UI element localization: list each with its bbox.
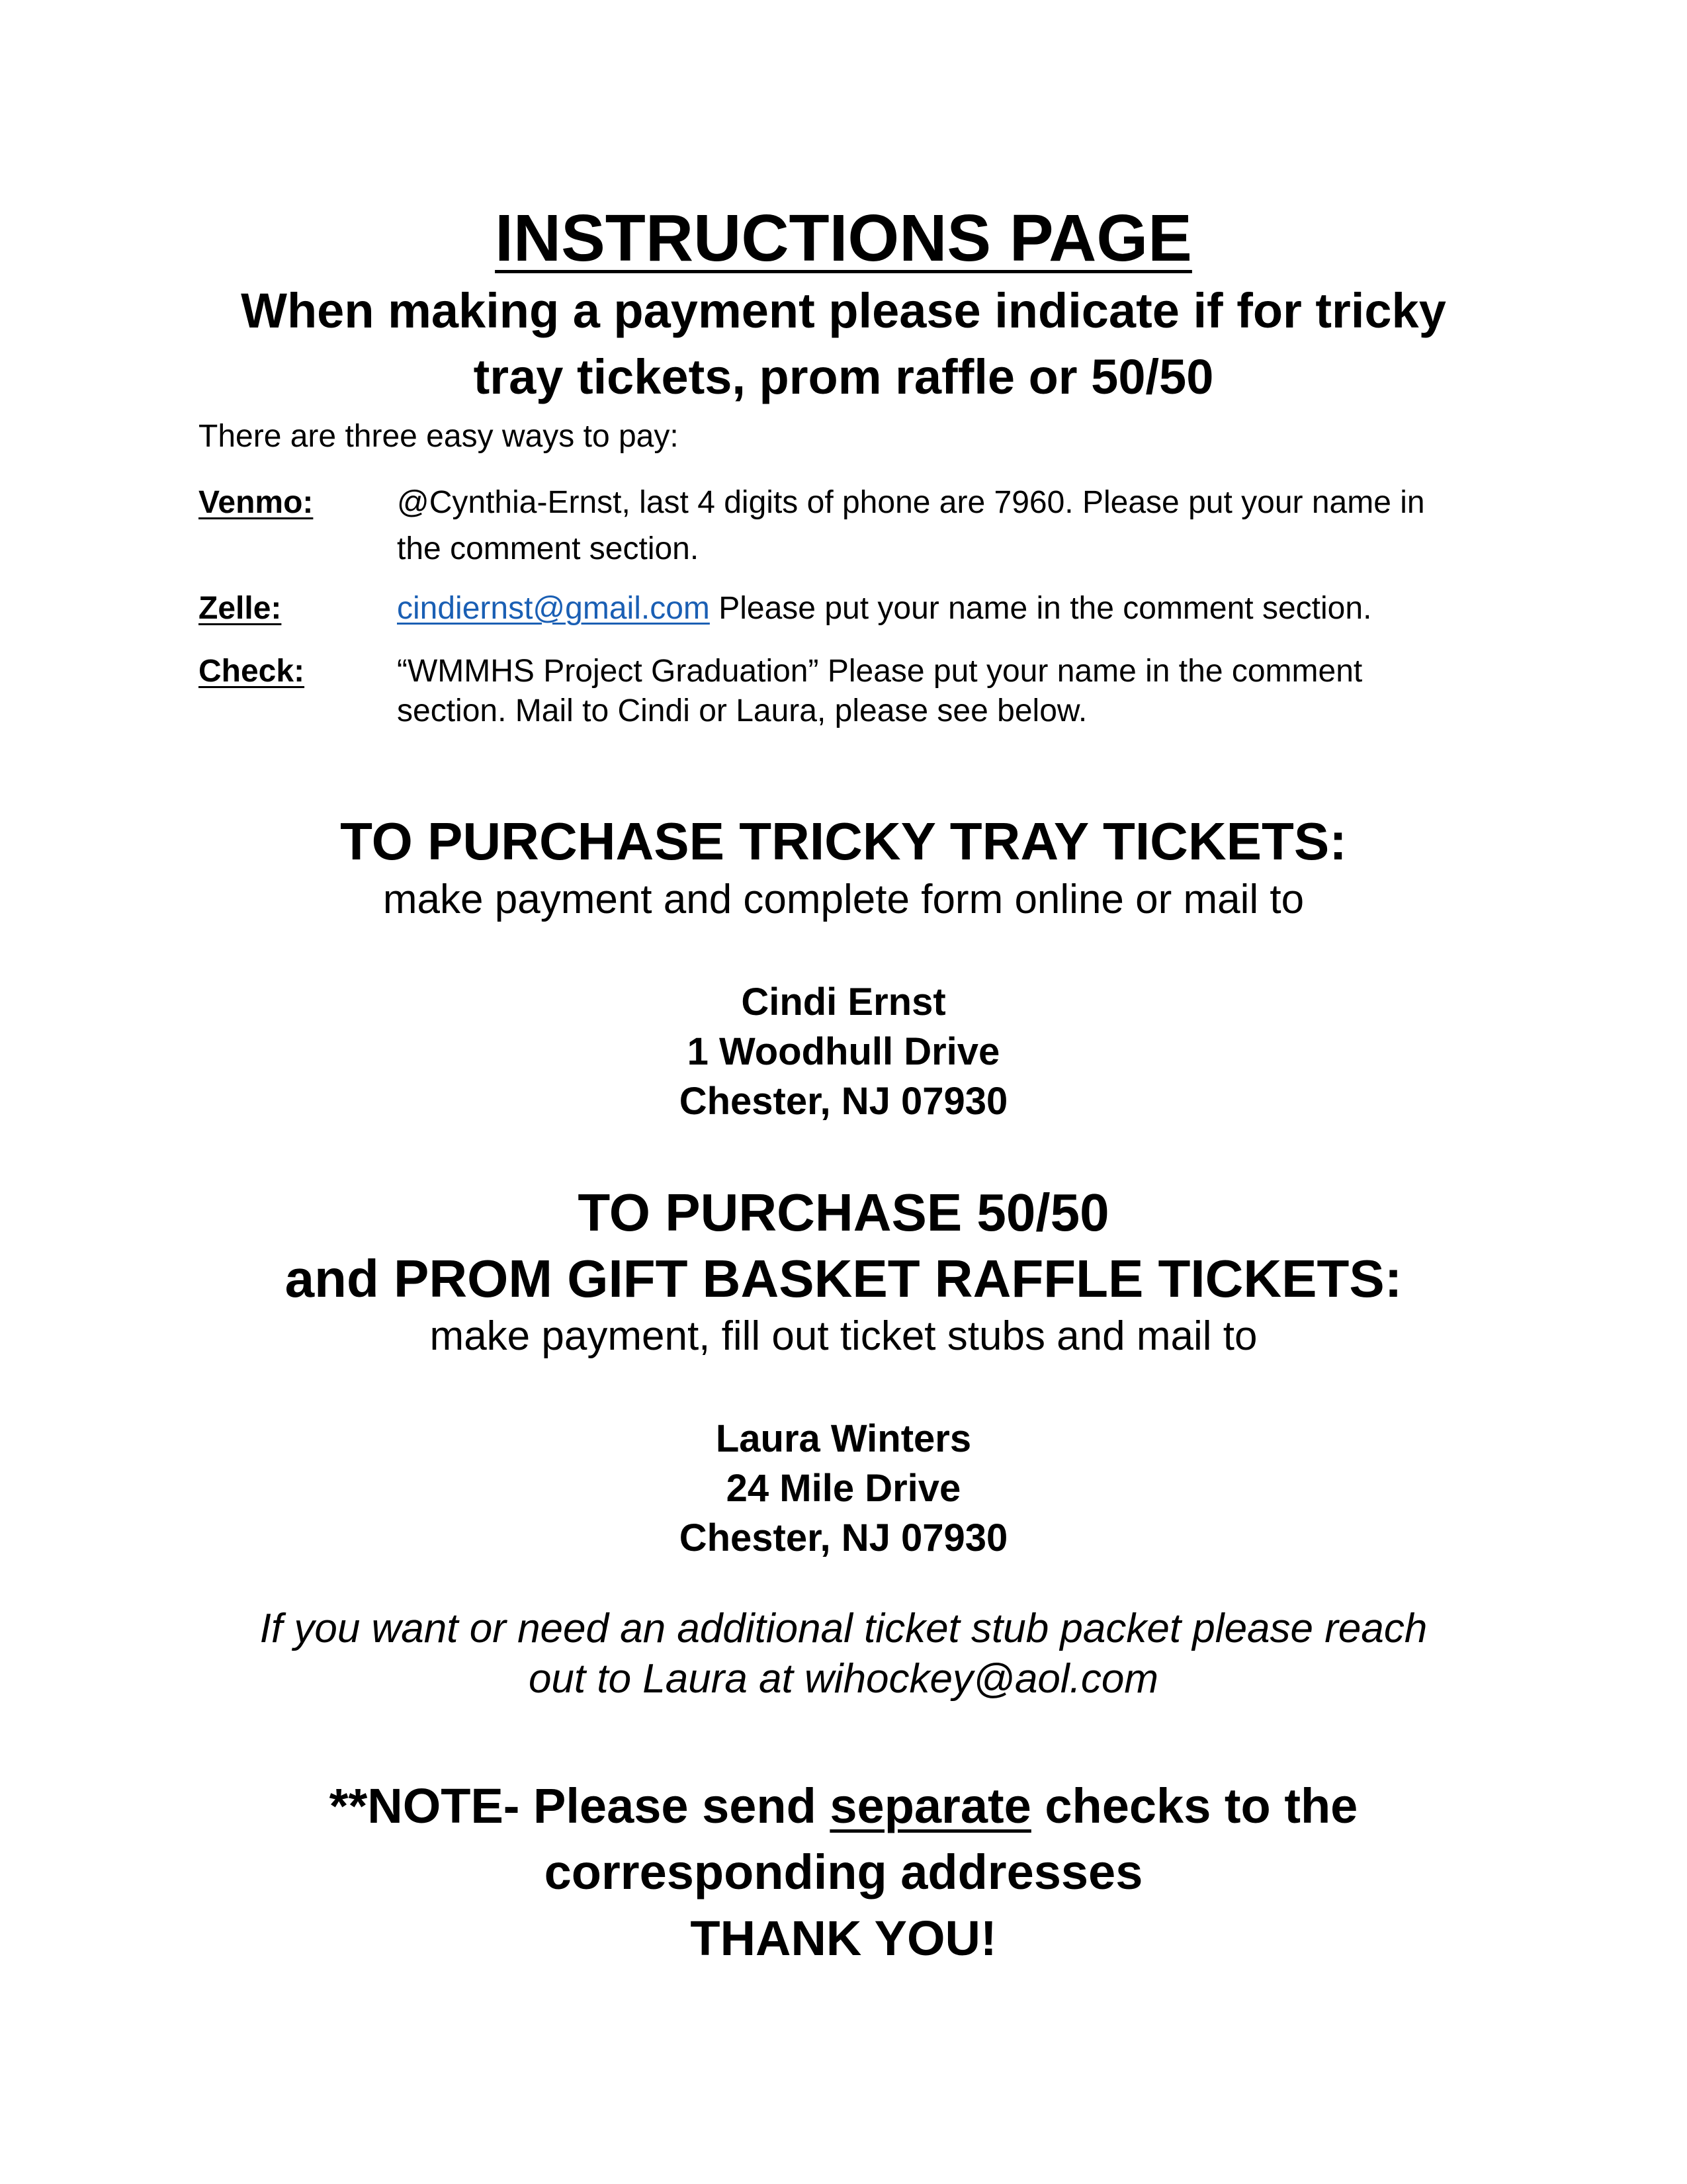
address-street: 24 Mile Drive [726, 1467, 961, 1510]
additional-note-line-2: out to Laura at wihockey@aol.com [528, 1656, 1159, 1702]
venmo-details-line-2: the comment section. [397, 531, 699, 566]
address-name: Cindi Ernst [741, 981, 946, 1024]
raffle-heading-line-2: and PROM GIFT BASKET RAFFLE TICKETS: [284, 1249, 1403, 1308]
venmo-details-line-1: @Cynthia-Ernst, last 4 digits of phone are 7960. Please put your name in [397, 485, 1425, 520]
final-note-line-2: corresponding addresses [544, 1845, 1143, 1900]
final-note-suffix: checks to the [1031, 1778, 1358, 1833]
raffle-instruction: make payment, fill out ticket stubs and mail to [429, 1313, 1258, 1359]
thank-you: THANK YOU! [690, 1911, 997, 1966]
subtitle-line-1: When making a payment please indicate if for tricky [241, 283, 1446, 338]
address-city: Chester, NJ 07930 [679, 1080, 1008, 1123]
additional-note-line-1: If you want or need an additional ticket stub packet please reach [259, 1606, 1428, 1651]
zelle-details-text: Please put your name in the comment section. [709, 591, 1372, 626]
check-details-line-1: “WMMHS Project Graduation” Please put your name in the comment [397, 654, 1363, 689]
payment-intro: There are three easy ways to pay: [198, 419, 679, 454]
raffle-heading-line-1: TO PURCHASE 50/50 [578, 1183, 1109, 1242]
address-street: 1 Woodhull Drive [687, 1030, 1000, 1073]
final-note [0, 1773, 1687, 1972]
address-name: Laura Winters [715, 1417, 972, 1460]
page-subtitle [0, 278, 1687, 410]
venmo-label: Venmo: [198, 485, 314, 520]
zelle-email-link[interactable]: cindiernst@gmail.com [397, 591, 710, 626]
check-label: Check: [198, 654, 305, 689]
tricky-tray-heading: TO PURCHASE TRICKY TRAY TICKETS: [340, 812, 1347, 871]
raffle-address [0, 1414, 1687, 1563]
final-note-prefix: **NOTE- Please send [329, 1778, 830, 1833]
address-city: Chester, NJ 07930 [679, 1516, 1008, 1559]
zelle-details [397, 589, 1687, 629]
tricky-tray-address [0, 977, 1687, 1126]
additional-stub-note [0, 1604, 1687, 1704]
page-title: INSTRUCTIONS PAGE [495, 201, 1192, 275]
venmo-details [397, 480, 1687, 572]
raffle-heading [0, 1180, 1687, 1312]
final-note-line-1 [0, 1773, 1687, 1839]
zelle-label: Zelle: [198, 591, 282, 626]
check-details-line-2: section. Mail to Cindi or Laura, please see below. [397, 693, 1088, 728]
subtitle-line-2: tray tickets, prom raffle or 50/50 [473, 349, 1214, 404]
tricky-tray-instruction: make payment and complete form online or mail to [382, 877, 1305, 922]
check-details [397, 652, 1687, 731]
final-note-emphasis: separate [830, 1778, 1031, 1833]
